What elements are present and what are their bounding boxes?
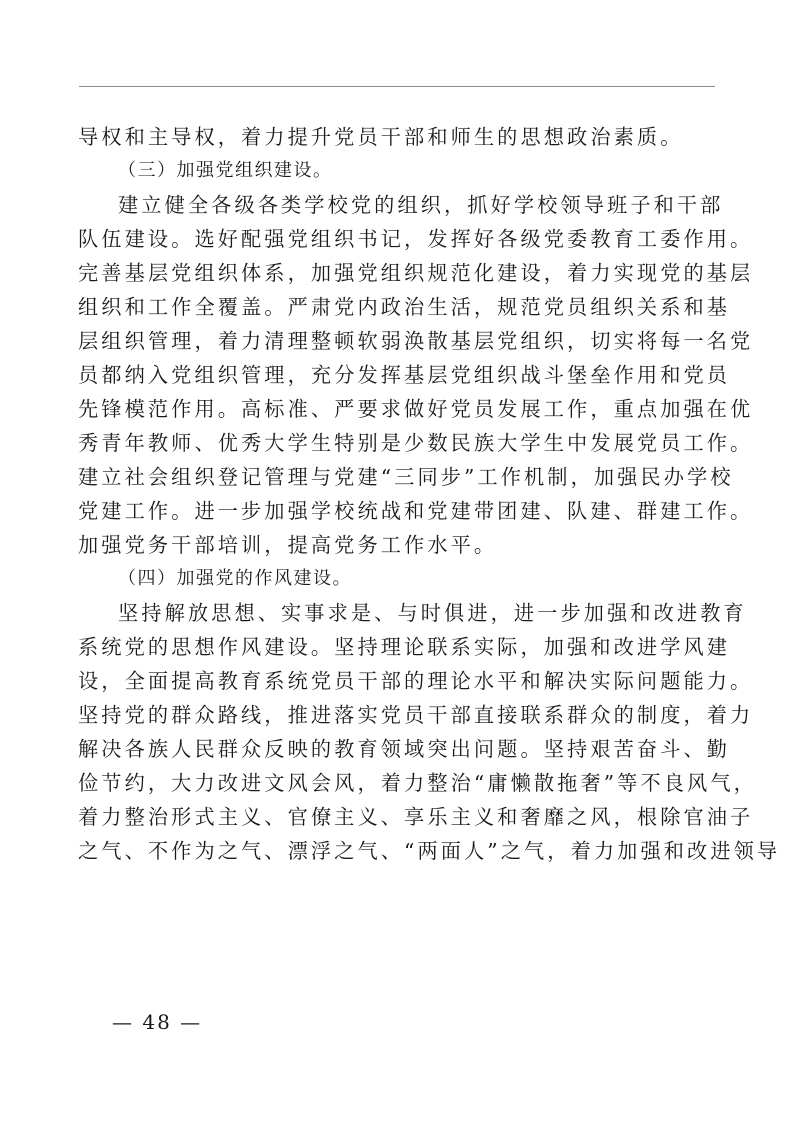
paragraph-line: 俭节约，大力改进文风会风，着力整治“庸懒散拖奢”等不良风气，: [78, 771, 757, 795]
paragraph-line: 秀青年教师、优秀大学生特别是少数民族大学生中发展党员工作。: [78, 431, 754, 455]
paragraph-line: 组织和工作全覆盖。严肃党内政治生活，规范党员组织关系和基: [78, 295, 731, 319]
paragraph-line: 坚持党的群众路线，推进落实党员干部直接联系群众的制度，着力: [78, 703, 754, 727]
paragraph-line: 队伍建设。选好配强党组织书记，发挥好各级党委教育工委作用。: [78, 227, 754, 251]
paragraph-line: 先锋模范作用。高标准、严要求做好党员发展工作，重点加强在优: [78, 397, 754, 421]
paragraph-line: 设，全面提高教育系统党员干部的理论水平和解决实际问题能力。: [78, 669, 754, 693]
paragraph-line: 建立健全各级各类学校党的组织，抓好学校领导班子和干部: [118, 193, 724, 217]
paragraph-line: 导权和主导权，着力提升党员干部和师生的思想政治素质。: [78, 125, 684, 149]
paragraph-line: 系统党的思想作风建设。坚持理论联系实际，加强和改进学风建: [78, 635, 731, 659]
paragraph-line: 之气、不作为之气、漂浮之气、“两面人”之气，着力加强和改进领导: [78, 839, 781, 863]
section-heading: （四）加强党的作风建设。: [118, 568, 352, 589]
page-number: — 48 —: [112, 1010, 203, 1034]
section-heading: （三）加强党组织建设。: [118, 160, 333, 181]
paragraph-line: 着力整治形式主义、官僚主义、享乐主义和奢靡之风，根除官油子: [78, 805, 754, 829]
paragraph-line: 建立社会组织登记管理与党建“三同步”工作机制，加强民办学校: [78, 465, 734, 489]
header-rule: [79, 86, 715, 87]
paragraph-line: 员都纳入党组织管理，充分发挥基层党组织战斗堡垒作用和党员: [78, 363, 731, 387]
paragraph-line: 解决各族人民群众反映的教育领域突出问题。坚持艰苦奋斗、勤: [78, 737, 731, 761]
paragraph-line: 党建工作。进一步加强学校统战和党建带团建、队建、群建工作。: [78, 499, 754, 523]
paragraph-line: 坚持解放思想、实事求是、与时俱进，进一步加强和改进教育: [118, 601, 747, 625]
paragraph-line: 加强党务干部培训，提高党务工作水平。: [78, 533, 498, 557]
paragraph-line: 完善基层党组织体系，加强党组织规范化建设，着力实现党的基层: [78, 261, 754, 285]
paragraph-line: 层组织管理，着力清理整顿软弱涣散基层党组织，切实将每一名党: [78, 329, 754, 353]
body-text: [78, 120, 781, 868]
